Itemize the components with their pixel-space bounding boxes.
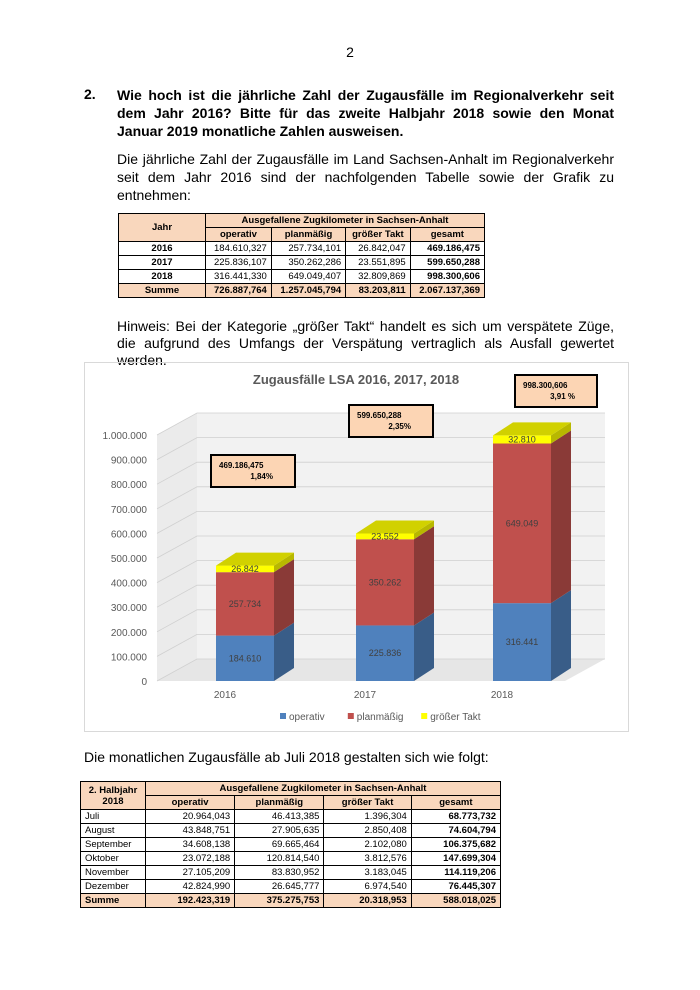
row-label: Summe (119, 284, 206, 298)
callout-percent: 2,35% (388, 422, 411, 431)
callout-total: 599.650,288 (357, 411, 402, 420)
cell: 599.650,288 (410, 256, 484, 270)
row-label: Summe (81, 894, 146, 908)
intro-paragraph: Die jährliche Zahl der Zugausfälle im Land Sachsen-Anhalt im Regionalverkehr seit dem Jahr 2016 sind der nachfolgenden Tabelle sowie der Grafik zu entnehmen: (117, 151, 614, 203)
cell: 106.375,682 (411, 838, 500, 852)
cell: 120.814,540 (235, 852, 324, 866)
y-tick-label: 100.000 (110, 652, 147, 664)
monthly-intro: Die monatlichen Zugausfälle ab Juli 2018 gestalten sich wie folgt: (84, 749, 489, 765)
table-row (81, 824, 501, 838)
row-label: 2017 (119, 256, 206, 270)
table-row (119, 242, 485, 256)
table2-col-header: gesamt (411, 796, 500, 810)
y-tick-label: 0 (141, 677, 147, 688)
cell: 257.734,101 (271, 242, 345, 256)
data-label: 23.552 (371, 531, 399, 542)
legend-label: planmäßig (356, 712, 404, 723)
callout-total: 469.186,475 (219, 461, 264, 470)
row-label: November (81, 866, 146, 880)
data-label: 350.262 (368, 577, 402, 588)
row-label: 2018 (119, 270, 206, 284)
cell: 114.119,206 (411, 866, 500, 880)
table-row (119, 256, 485, 270)
cell: 43.848,751 (146, 824, 235, 838)
table-row (81, 894, 501, 908)
legend-swatch (421, 713, 427, 719)
legend-swatch (280, 713, 286, 719)
row-label: Juli (81, 810, 146, 824)
cell: 27.105,209 (146, 866, 235, 880)
cell: 1.257.045,794 (271, 284, 345, 298)
cell: 2.850,408 (324, 824, 411, 838)
chart-title: Zugausfälle LSA 2016, 2017, 2018 (252, 372, 460, 387)
bar-side (551, 590, 571, 681)
cell: 69.665,464 (235, 838, 324, 852)
y-tick-label: 900.000 (110, 455, 147, 467)
y-tick-label: 600.000 (110, 529, 147, 541)
cell: 42.824,990 (146, 880, 235, 894)
cell: 350.262,286 (271, 256, 345, 270)
cell: 32.809,869 (346, 270, 411, 284)
table-row (81, 880, 501, 894)
legend-label: operativ (289, 712, 325, 723)
row-label: August (81, 824, 146, 838)
cell: 588.018,025 (411, 894, 500, 908)
monthly-table (80, 781, 501, 908)
table2-corner: 2. Halbjahr 2018 (81, 782, 146, 810)
cell: 20.318,953 (324, 894, 411, 908)
y-tick-label: 400.000 (110, 578, 147, 590)
data-label: 316.441 (505, 637, 539, 648)
x-tick-label: 2018 (490, 690, 514, 701)
callout-box (515, 375, 597, 407)
cell: 184.610,327 (206, 242, 272, 256)
cell: 27.905,635 (235, 824, 324, 838)
cell: 83.203,811 (346, 284, 411, 298)
data-label: 225.836 (368, 648, 402, 659)
table1-col-header: planmäßig (271, 228, 345, 242)
cell: 68.773,732 (411, 810, 500, 824)
cell: 74.604,794 (411, 824, 500, 838)
cell: 3.812,576 (324, 852, 411, 866)
cell: 83.830,952 (235, 866, 324, 880)
row-label: Oktober (81, 852, 146, 866)
x-tick-label: 2017 (353, 690, 377, 701)
cell: 2.102,080 (324, 838, 411, 852)
table2-group-header: Ausgefallene Zugkilometer in Sachsen-Anhalt (146, 782, 501, 796)
table-row (81, 866, 501, 880)
data-label: 32.810 (508, 434, 536, 445)
chart-container (84, 362, 629, 732)
cell: 726.887,764 (206, 284, 272, 298)
y-tick-label: 500.000 (110, 554, 147, 565)
table-row (81, 852, 501, 866)
cell: 76.445,307 (411, 880, 500, 894)
x-tick-label: 2016 (213, 690, 237, 701)
table1-group-header: Ausgefallene Zugkilometer in Sachsen-Anhalt (206, 214, 485, 228)
table-row (81, 810, 501, 824)
cell: 998.300,606 (410, 270, 484, 284)
legend-label: größer Takt (430, 712, 481, 723)
table1-col-header: gesamt (410, 228, 484, 242)
table1-col-header: größer Takt (346, 228, 411, 242)
cell: 649.049,407 (271, 270, 345, 284)
data-label: 184.610 (228, 653, 262, 664)
hint-paragraph: Hinweis: Bei der Kategorie „größer Takt“ handelt es sich um verspätete Züge, die aufgrund des Umfangs der Verspätung vertraglich als Ausfall gewertet werden. (117, 318, 614, 368)
annual-table (118, 213, 485, 298)
cell: 34.608,138 (146, 838, 235, 852)
callout-box (211, 455, 295, 487)
table-row (119, 284, 485, 298)
bar-side (414, 526, 434, 625)
cell: 1.396,304 (324, 810, 411, 824)
cell: 3.183,045 (324, 866, 411, 880)
stacked-bar-chart (85, 363, 628, 731)
callout-percent: 1,84% (250, 472, 273, 481)
y-tick-label: 800.000 (110, 480, 147, 492)
table2-col-header: operativ (146, 796, 235, 810)
y-tick-label: 1.000.000 (102, 431, 147, 442)
y-tick-label: 700.000 (110, 504, 147, 516)
table2-col-header: planmäßig (235, 796, 324, 810)
question-text: Wie hoch ist die jährliche Zahl der Zugausfälle im Regionalverkehr seit dem Jahr 2016? Bitte für das zweite Halbjahr 2018 sowie den Monat Januar 2019 monatliche Zahlen ausweisen. (117, 87, 614, 139)
data-label: 257.734 (228, 598, 262, 609)
callout-percent: 3,91 % (550, 392, 575, 401)
cell: 2.067.137,369 (410, 284, 484, 298)
cell: 46.413,385 (235, 810, 324, 824)
cell: 225.836,107 (206, 256, 272, 270)
table-row (119, 270, 485, 284)
question-number: 2. (84, 86, 96, 102)
row-label: 2016 (119, 242, 206, 256)
bar-side (274, 559, 294, 635)
data-label: 649.049 (505, 518, 539, 529)
cell: 23.072,188 (146, 852, 235, 866)
cell: 469.186,475 (410, 242, 484, 256)
table1-col-header: operativ (206, 228, 272, 242)
cell: 26.842,047 (346, 242, 411, 256)
cell: 20.964,043 (146, 810, 235, 824)
cell: 23.551,895 (346, 256, 411, 270)
data-label: 26.842 (231, 563, 259, 574)
table-row (81, 838, 501, 852)
row-label: Dezember (81, 880, 146, 894)
callout-box (349, 405, 433, 437)
legend-swatch (348, 713, 354, 719)
bar-side (551, 430, 571, 603)
cell: 26.645,777 (235, 880, 324, 894)
cell: 316.441,330 (206, 270, 272, 284)
cell: 375.275,753 (235, 894, 324, 908)
callout-total: 998.300,606 (523, 381, 568, 390)
row-label: September (81, 838, 146, 852)
cell: 6.974,540 (324, 880, 411, 894)
cell: 192.423,319 (146, 894, 235, 908)
table2-col-header: größer Takt (324, 796, 411, 810)
cell: 147.699,304 (411, 852, 500, 866)
page-number: 2 (346, 44, 354, 60)
y-tick-label: 200.000 (110, 627, 147, 639)
table1-corner: Jahr (119, 214, 206, 242)
y-tick-label: 300.000 (110, 603, 147, 615)
